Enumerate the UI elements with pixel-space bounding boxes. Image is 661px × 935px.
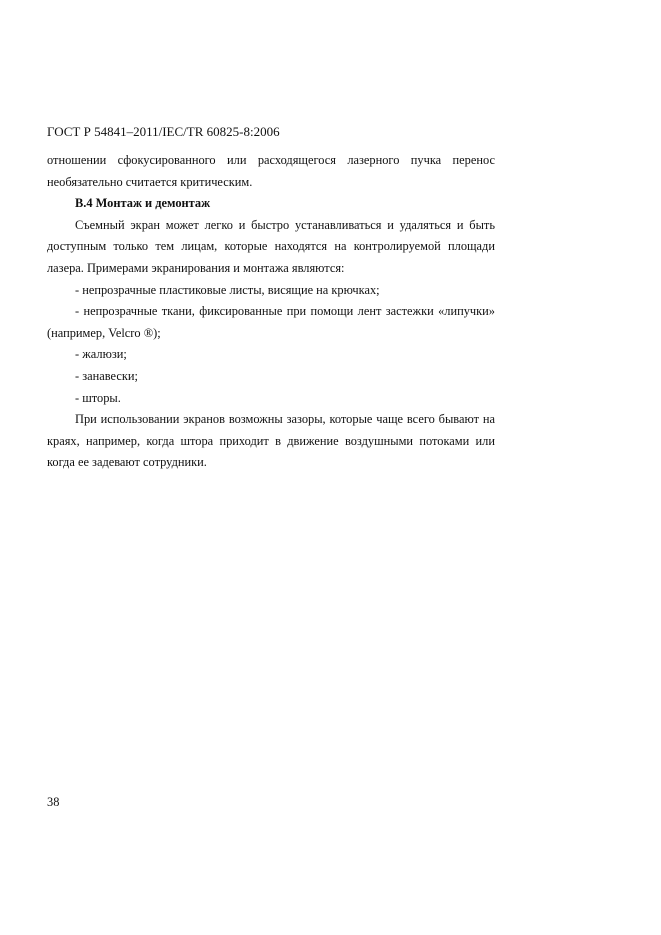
paragraph-removable-screen: Съемный экран может легко и быстро устанавливаться и удаляться и быть доступным только тем лицам, которые находятся на контролируемой площади лазера. Примерами экранирования и монтажа являются: bbox=[47, 217, 495, 275]
list-item-opaque-fabrics: - непрозрачные ткани, фиксированные при помощи лент застежки «липучки» (например, Velcro ®); bbox=[47, 304, 495, 340]
list-item-drapes: - шторы. bbox=[75, 390, 121, 405]
document-header: ГОСТ Р 54841–2011/IEC/TR 60825-8:2006 bbox=[47, 124, 280, 139]
list-item-plastic-sheets: - непрозрачные пластиковые листы, висящие на крючках; bbox=[75, 282, 380, 297]
list-item-curtains: - занавески; bbox=[75, 368, 138, 383]
page-number: 38 bbox=[47, 795, 60, 809]
paragraph-continuation: отношении сфокусированного или расходящегося лазерного пучка перенос необязательно считается критическим. bbox=[47, 153, 495, 189]
list-item-blinds: - жалюзи; bbox=[75, 347, 127, 362]
paragraph-gaps: При использовании экранов возможны зазоры, которые чаще всего бывают на краях, например, когда штора приходит в движение воздушными потоками или когда ее задевают сотрудники. bbox=[47, 412, 495, 470]
document-body bbox=[47, 150, 495, 474]
section-heading: В.4 Монтаж и демонтаж bbox=[75, 196, 211, 211]
